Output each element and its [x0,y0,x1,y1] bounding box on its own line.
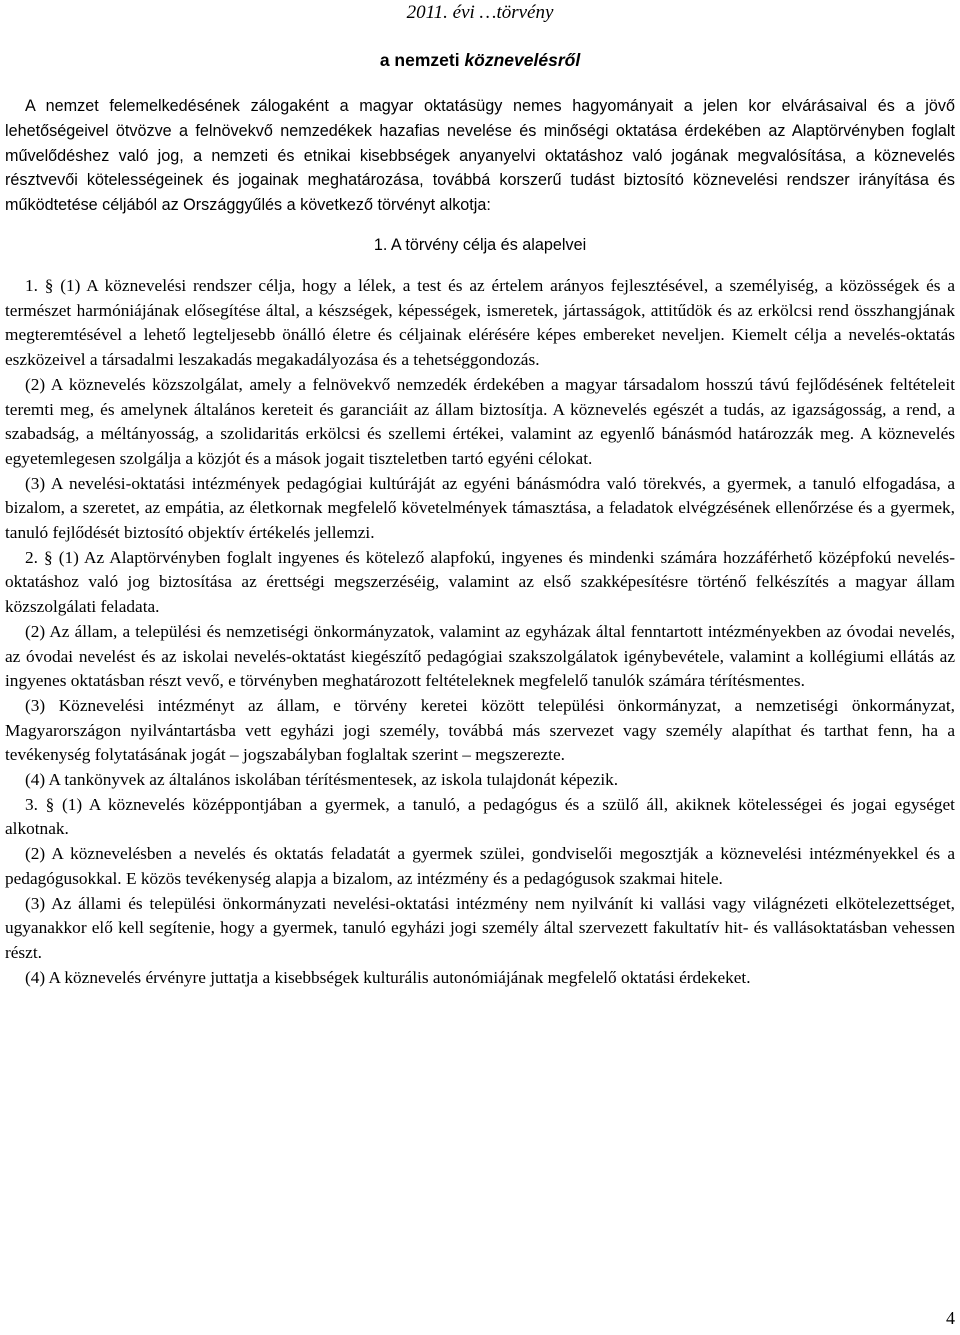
paragraph-3-2: (2) A köznevelésben a nevelés és oktatás feladatát a gyermek szülei, gondviselői megosztják a köznevelési intézményekkel és a pedagógusokkal. E közös tevékenység alapja a bizalom, az intézmény és a pedagógusok szakmai hitele. [5,844,955,888]
paragraph-2-3: (3) Köznevelési intézményt az állam, e törvény keretei között települési önkormányzat, a nemzetiségi önkormányzat, Magyarországon nyilvántartásba vett egyházi jogi személy, továbbá más szervezet vagy személy alapíthat és tarthat fenn, ha a tevékenység folytatásának jogát – jogszabályban foglaltak szerint – megszerezte. [5,695,955,765]
chapter-title: 1. A törvény célja és alapelvei [373,235,587,254]
law-subtitle [5,46,955,74]
paragraph-1-1: 1. § (1) A köznevelési rendszer célja, hogy a lélek, a test és az értelem arányos fejlesztésével, a személyiség, a közösségek és a természet harmóniájának elősegítése által, a készségek, képességek, ismeretek, jártasságok, attitűdök és az erkölcsi rend összhangjának megteremtésével a lehető legteljesebb önálló életre és céljainak elérésére képes embereket neveljen. Kiemelt célja a nevelés-oktatás eszközeivel a társadalmi leszakadás megakadályozása és a tehetséggondozás. [5,275,955,370]
paragraph-3-3: (3) Az állami és települési önkormányzati nevelési-oktatási intézmény nem nyilvánít ki vallási vagy világnézeti elkötelezettséget, ugyanakkor elő kell segítenie, hogy a gyermek, tanuló egyházi jogi személy által szervezett fakultatív hit- és vallásoktatásban vehessen részt. [5,893,955,962]
paragraph-1-2: (2) A köznevelés közszolgálat, amely a felnövekvő nemzedék érdekében a magyar társadalom hosszú távú fejlődésének feltételeit teremti meg, és amelynek általános kereteit és garanciáit az állam biztosítja. A köznevelés egészét a tudás, az igazságosság, a rend, a szabadság, a méltányosság, a szolidaritás erkölcsi és szellemi értékei, valamint az egyenlő bánásmód határozzák meg. A köznevelés egyetemlegesen szolgálja a közjót és a mások jogait tiszteletben tartó egyéni célokat. [5,374,955,468]
paragraph-3-4: (4) A köznevelés érvényre juttatja a kisebbségek kulturális autonómiájának megfelelő oktatási érdekeket. [25,967,751,987]
page-number: 4 [946,1308,955,1328]
law-title: 2011. évi …törvény [406,2,554,23]
paragraph-2-1: 2. § (1) Az Alaptörvényben foglalt ingyenes és kötelező alapfokú, ingyenes és mindenki számára hozzáférhető középfokú nevelés-oktatáshoz való jog biztosítása az érettségi megszerzéséig, valamint az első szakképesítésre történő felkészítés a magyar állam közszolgálati feladata. [5,547,955,617]
preamble: A nemzet felemelkedésének zálogaként a magyar oktatásügy nemes hagyományait a jelen kor elvárásaival és a jövő lehetőségeivel ötvözve a felnövekvő nemzedékek hazafias nevelése és minőségi oktatása érdekében az Alaptörvényben foglalt művelődéshez való jog, a nemzeti és etnikai kisebbségek anyanyelvi oktatáshoz való jogának megvalósítása, a köznevelés résztvevői kötelességeinek és jogainak meghatározása, továbbá korszerű tudást biztosító köznevelési rendszer irányítása és működtetése céljából az Országgyűlés a következő törvényt alkotja: [5,97,955,215]
paragraph-2-2: (2) Az állam, a települési és nemzetiségi önkormányzatok, valamint az egyházak által fenntartott intézményekben az óvodai nevelés, az óvodai nevelést és az iskolai nevelés-oktatást kiegészítő pedagógiai szakszolgálatok igénybevétele, valamint a kollégiumi ellátás az ingyenes oktatásban részt vevő, e törvényben meghatározott feltételeknek megfelelő tanulók számára térítésmentes. [5,621,955,691]
paragraph-3-1: 3. § (1) A köznevelés középpontjában a gyermek, a tanuló, a pedagógus és a szülő áll, akiknek kötelességei és jogai egységet alkotnak. [5,794,955,839]
law-subtitle-italic: köznevelésről [464,50,581,70]
body-text [5,274,955,990]
paragraph-1-3: (3) A nevelési-oktatási intézmények pedagógiai kultúráját az egyéni bánásmódra való törekvés, a gyermek, a tanuló elfogadása, a bizalom, a szeretet, az empátia, az életkornak megfelelő követelmények támasztása, a feladatok elvégzésének ellenőrzése és a gyermek, tanuló fejlődését biztosító objektív értékelés jellemzi. [5,473,955,543]
document-page [5,0,955,990]
paragraph-2-4: (4) A tankönyvek az általános iskolában térítésmentesek, az iskola tulajdonát képezik. [25,770,619,790]
law-subtitle-main: a nemzeti [379,50,465,70]
